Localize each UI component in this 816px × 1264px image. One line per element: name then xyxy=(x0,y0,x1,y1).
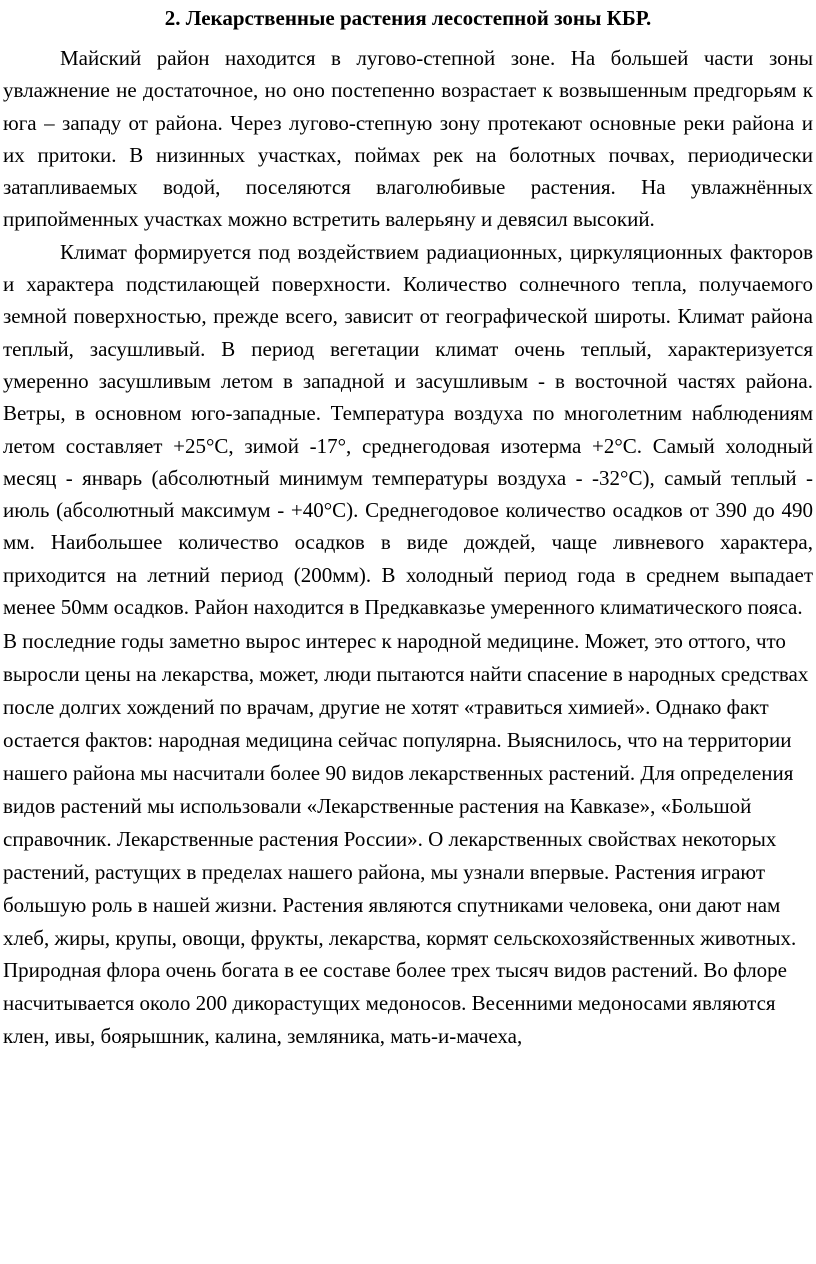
paragraph-climate: Климат формируется под воздействием радиационных, циркуляционных факторов и характера подстилающей поверхности. Количество солнечного тепла, получаемого земной поверхностью, прежде всего, зависит от географической широты. Климат района теплый, засушливый. В период вегетации климат очень теплый, характеризуется умеренно засушливым летом в западной и засушливым - в восточной частях района. Ветры, в основном юго-западные. Температура воздуха по многолетним наблюдениям летом составляет +25°С, зимой -17°, среднегодовая изотерма +2°С. Самый холодный месяц - январь (абсолютный минимум температуры воздуха - -32°С), самый теплый - июль (абсолютный максимум - +40°С). Среднегодовое количество осадков от 390 до 490 мм. Наибольшее количество осадков в виде дождей, чаще ливневого характера, приходится на летний период (200мм). В холодный период года в среднем выпадает менее 50мм осадков. Район находится в Предкавказье умеренного климатического пояса. xyxy=(3,239,813,620)
paragraph-folk-medicine: В последние годы заметно вырос интерес к народной медицине. Может, это оттого, что выросли цены на лекарства, может, люди пытаются найти спасение в народных средствах после долгих хождений по врачам, другие не хотят «травиться химией». Однако факт остается фактов: народная медицина сейчас популярна. Выяснилось, что на территории нашего района мы насчитали более 90 видов лекарственных растений. Для определения видов растений мы использовали «Лекарственные растения на Кавказе», «Большой справочник. Лекарственные растения России». О лекарственных свойствах некоторых растений, растущих в пределах нашего района, мы узнали впервые. Растения играют большую роль в нашей жизни. Растения являются спутниками человека, они дают нам хлеб, жиры, крупы, овощи, фрукты, лекарства, кормят сельскохозяйственных животных. Природная флора очень богата в ее составе более трех тысяч видов растений. Во флоре насчитывается около 200 дикорастущих медоносов. Весенними медоносами являются клен, ивы, боярышник, калина, земляника, мать-и-мачеха, xyxy=(3,629,809,1049)
document-title: 2. Лекарственные растения лесостепной зоны КБР. xyxy=(164,6,652,30)
paragraph-maysky-district: Майский район находится в лугово-степной зоне. На большей части зоны увлажнение не достаточное, но оно постепенно возрастает к возвышенным предгорьям к юга – западу от района. Через лугово-степную зону протекают основные реки района и их притоки. В низинных участках, поймах рек на болотных почвах, периодически затапливаемых водой, поселяются влаголюбивые растения. На увлажнённых припойменных участках можно встретить валерьяну и девясил высокий. xyxy=(3,46,813,232)
